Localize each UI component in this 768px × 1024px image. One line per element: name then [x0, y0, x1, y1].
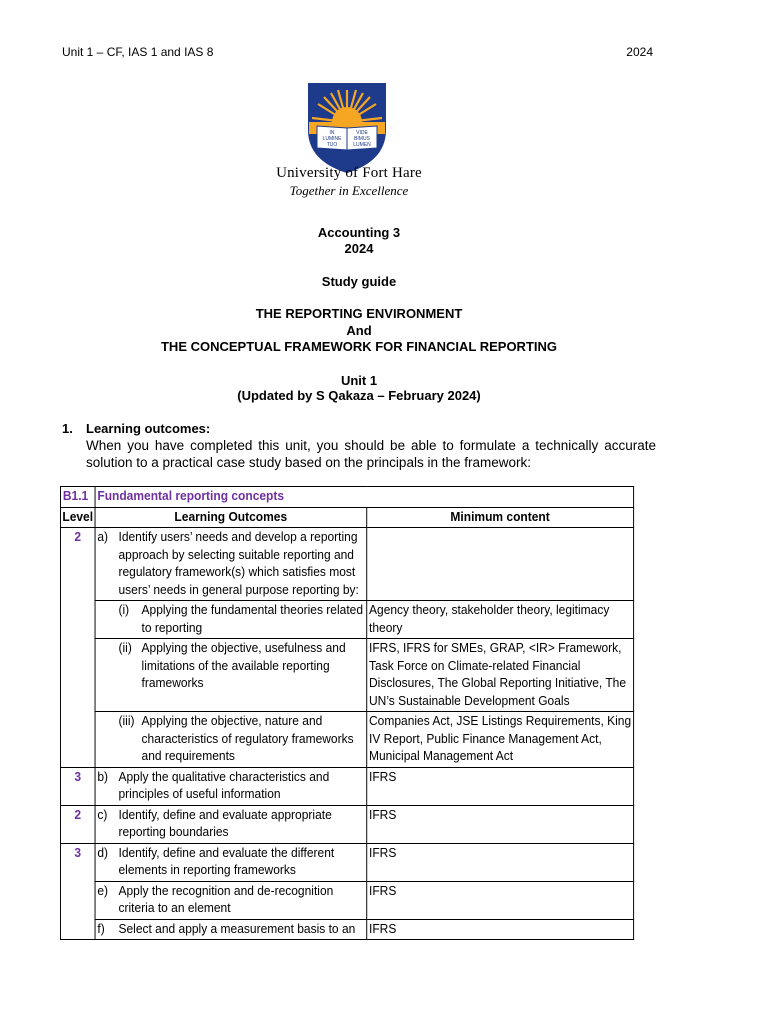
table-section-row	[60, 487, 633, 508]
learning-outcomes-intro: When you have completed this unit, you should be able to formulate a technically accurate solution to a practical case study based on the principals in the framework:	[86, 438, 656, 470]
updated-note: (Updated by S Qakaza – February 2024)	[237, 388, 481, 403]
column-header-level: Level	[60, 507, 94, 528]
outcome-marker: c)	[97, 807, 108, 822]
table-row	[60, 712, 633, 768]
learning-outcomes-heading	[62, 421, 210, 436]
book-text-left-3: TUO	[326, 142, 338, 148]
section-number: 1.	[62, 421, 73, 436]
table-row	[60, 528, 633, 601]
section-title-cell: Fundamental reporting concepts	[95, 487, 634, 508]
book-text-right-2: BIMUS	[354, 136, 370, 142]
course-title: Accounting 3	[317, 225, 401, 240]
outcome-text: Applying the fundamental theories related to reporting	[141, 603, 364, 635]
level-cell: 3	[60, 843, 94, 940]
outcome-marker: a)	[97, 530, 109, 544]
outcome-cell	[95, 601, 367, 639]
content-cell: IFRS, IFRS for SMEs, GRAP, <IR> Framework, Task Force on Climate-related Financial Disclosures, The Global Reporting Initiative, The UN’s Sustainable Development Goals	[367, 639, 634, 712]
outcome-text: Identify, define and evaluate appropriate reporting boundaries	[118, 807, 332, 839]
topic-and: And	[346, 323, 372, 338]
outcome-marker: f)	[97, 921, 105, 936]
level-cell: 3	[60, 767, 94, 805]
outcome-marker: b)	[97, 769, 109, 784]
outcome-cell	[95, 712, 367, 768]
content-cell: IFRS	[367, 767, 634, 805]
outcome-text: Applying the objective, usefulness and limitations of the available reporting frameworks	[141, 641, 346, 690]
outcome-marker: (iii)	[118, 714, 135, 728]
outcome-cell	[95, 767, 367, 805]
table-row	[60, 767, 633, 805]
content-cell: IFRS	[367, 805, 634, 843]
header-left: Unit 1 – CF, IAS 1 and IAS 8	[62, 45, 214, 59]
level-cell: 2	[60, 805, 94, 843]
outcome-marker: d)	[97, 845, 109, 860]
topic-conceptual-framework: THE CONCEPTUAL FRAMEWORK FOR FINANCIAL REPORTING	[160, 339, 557, 354]
university-crest-logo	[307, 82, 387, 174]
course-year: 2024	[344, 241, 374, 256]
section-code-cell: B1.1	[60, 487, 94, 508]
table-row	[60, 805, 633, 843]
university-motto: Together in Excellence	[289, 183, 409, 198]
book-text-left-1: IN	[329, 130, 335, 136]
header-right: 2024	[626, 45, 653, 59]
content-cell	[367, 528, 634, 601]
outcome-cell	[95, 805, 367, 843]
outcome-marker: (ii)	[118, 641, 132, 655]
outcome-cell	[95, 528, 367, 601]
content-cell: IFRS	[367, 881, 634, 919]
outcome-text: Apply the qualitative characteristics and principles of useful information	[118, 769, 330, 801]
content-cell: Companies Act, JSE Listings Requirements, King IV Report, Public Finance Management Act, Municipal Management Act	[367, 712, 634, 768]
table-header-row	[60, 507, 633, 528]
topic-reporting-environment: THE REPORTING ENVIRONMENT	[255, 306, 463, 321]
table-row	[60, 639, 633, 712]
column-header-content: Minimum content	[367, 507, 634, 528]
outcome-text: Identify, define and evaluate the different elements in reporting frameworks	[118, 845, 335, 877]
unit-label: Unit 1	[340, 373, 378, 388]
content-cell: IFRS	[367, 919, 634, 940]
column-header-outcomes: Learning Outcomes	[95, 507, 367, 528]
university-name: University of Fort Hare	[276, 165, 422, 181]
outcome-text: Select and apply a measurement basis to an	[118, 921, 356, 936]
table-row	[60, 881, 633, 919]
outcome-cell	[95, 919, 367, 940]
book-text-right-3: LUMEN	[353, 142, 371, 148]
section-heading-text: Learning outcomes:	[86, 421, 211, 436]
table-row	[60, 843, 633, 881]
table-row	[60, 601, 633, 639]
content-cell: IFRS	[367, 843, 634, 881]
outcome-cell	[95, 843, 367, 881]
outcome-cell	[95, 639, 367, 712]
outcome-marker: (i)	[118, 603, 130, 617]
book-text-right-1: VIDE	[356, 130, 368, 136]
outcome-text: Identify users’ needs and develop a reporting approach by selecting suitable reporting and regulatory framework(s) which satisfies most users’ needs in general purpose reporting by:	[118, 530, 359, 597]
level-cell: 2	[60, 528, 94, 768]
outcome-marker: e)	[97, 883, 109, 898]
outcome-text: Applying the objective, nature and characteristics of regulatory frameworks and requirements	[141, 714, 354, 763]
content-cell: Agency theory, stakeholder theory, legitimacy theory	[367, 601, 634, 639]
outcome-cell	[95, 881, 367, 919]
book-text-left-2: LUMINE	[322, 136, 342, 142]
study-guide-label: Study guide	[321, 274, 397, 289]
table-row	[60, 919, 633, 940]
outcome-text: Apply the recognition and de-recognition criteria to an element	[118, 883, 334, 915]
learning-outcomes-table	[60, 486, 634, 940]
